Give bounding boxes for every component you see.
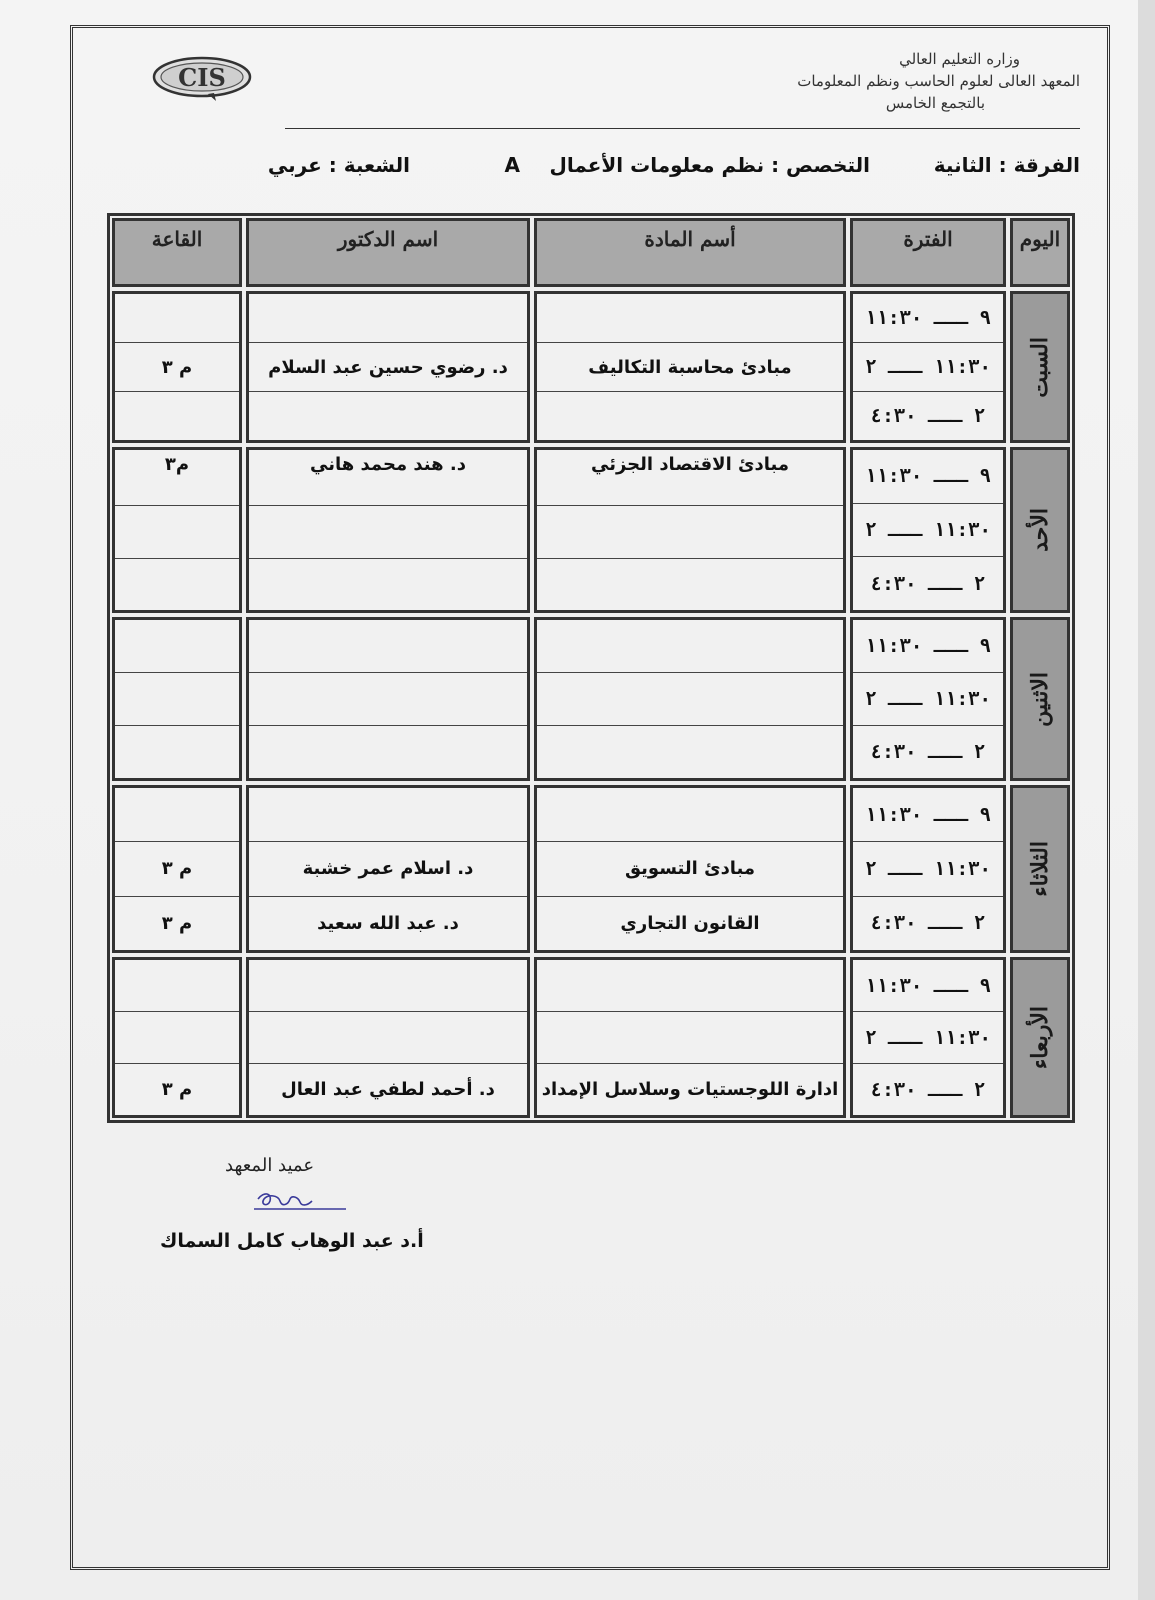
course-cell: مبادئ محاسبة التكاليف <box>537 343 843 392</box>
doctor-cell <box>249 559 527 610</box>
course-cell <box>537 559 843 610</box>
header-divider <box>285 128 1080 129</box>
courses-wednesday <box>534 957 846 1118</box>
room-cell: م ٣ <box>115 343 239 392</box>
header-room: القاعة <box>112 218 242 287</box>
course-cell <box>537 620 843 673</box>
day-saturday: السبت <box>1010 291 1070 443</box>
room-cell <box>115 726 239 778</box>
period-cell: ١١:٣٠ ـــ ٢ <box>853 343 1003 392</box>
doctor-cell: د. عبد الله سعيد <box>317 912 459 934</box>
course-cell <box>537 392 843 440</box>
rooms-monday <box>112 617 242 781</box>
branch-label: الشعبة : عربي <box>267 153 410 177</box>
course-cell: مبادئ التسويق <box>537 842 843 896</box>
header-period: الفترة <box>850 218 1006 287</box>
period-cell: ٩ ـــ ١١:٣٠ <box>853 620 1003 673</box>
doctor-cell <box>249 506 527 558</box>
day-sunday: الأحد <box>1010 447 1070 613</box>
course-cell <box>537 788 843 842</box>
doctors-sunday <box>246 447 530 613</box>
institute-location: بالتجمع الخامس <box>885 94 985 112</box>
courses-sunday <box>534 447 846 613</box>
day-wednesday: الأربعاء <box>1010 957 1070 1118</box>
header-course: أسم المادة <box>534 218 846 287</box>
period-cell: ٢ ـــ ٤:٣٠ <box>870 741 986 763</box>
signature <box>250 1185 350 1215</box>
courses-monday <box>534 617 846 781</box>
dean-name: أ.د عبد الوهاب كامل السماك <box>160 1230 424 1252</box>
period-cell: ٩ ـــ ١١:٣٠ <box>853 294 1003 343</box>
ministry-name: وزاره التعليم العالي <box>899 50 1020 68</box>
room-cell <box>115 620 239 673</box>
room-cell: م ٣ <box>161 912 193 934</box>
header-doctor: اسم الدكتور <box>246 218 530 287</box>
rooms-sunday <box>112 447 242 613</box>
year-label: الفرقة : الثانية <box>933 153 1080 177</box>
course-cell <box>537 673 843 726</box>
rooms-wednesday <box>112 957 242 1118</box>
courses-tuesday <box>534 785 846 953</box>
room-cell <box>115 294 239 343</box>
doctor-cell <box>249 788 527 842</box>
course-cell <box>537 726 843 778</box>
day-monday: الاثنين <box>1010 617 1070 781</box>
doctor-cell <box>249 392 527 440</box>
doctors-tuesday <box>246 785 530 953</box>
period-cell: ٩ ـــ ١١:٣٠ <box>853 960 1003 1012</box>
doctors-wednesday <box>246 957 530 1118</box>
periods-wednesday <box>850 957 1006 1118</box>
cis-logo <box>150 55 254 101</box>
rooms-tuesday <box>112 785 242 953</box>
doctors-saturday <box>246 291 530 443</box>
period-cell: ٩ ـــ ١١:٣٠ <box>853 788 1003 842</box>
doctor-cell <box>249 726 527 778</box>
periods-monday <box>850 617 1006 781</box>
institution-header <box>640 48 1080 114</box>
periods-sunday <box>850 447 1006 613</box>
doctor-cell <box>249 960 527 1012</box>
course-cell <box>537 1012 843 1064</box>
room-cell <box>115 788 239 842</box>
period-cell: ٢ ـــ ٤:٣٠ <box>870 1078 986 1101</box>
room-cell <box>115 392 239 440</box>
course-cell <box>537 294 843 343</box>
dean-title: عميد المعهد <box>225 1155 315 1176</box>
schedule-info <box>100 153 1080 187</box>
periods-tuesday <box>850 785 1006 953</box>
course-cell: ادارة اللوجستيات وسلاسل الإمداد <box>541 1079 839 1100</box>
doctor-cell <box>249 294 527 343</box>
section-letter: A <box>504 153 520 177</box>
room-cell <box>115 1012 239 1064</box>
header-day: اليوم <box>1010 218 1070 287</box>
period-cell: ٢ ـــ ٤:٣٠ <box>870 405 986 427</box>
room-cell <box>115 960 239 1012</box>
courses-saturday <box>534 291 846 443</box>
doctor-cell <box>249 620 527 673</box>
course-cell <box>537 506 843 558</box>
course-cell: مبادئ الاقتصاد الجزئي <box>537 450 843 506</box>
doctor-cell <box>249 673 527 726</box>
period-cell: ٩ ـــ ١١:٣٠ <box>853 450 1003 504</box>
doctor-cell: د. اسلام عمر خشبة <box>249 842 527 896</box>
period-cell: ١١:٣٠ ـــ ٢ <box>853 504 1003 558</box>
logo-text: CIS <box>178 63 226 92</box>
room-cell <box>115 673 239 726</box>
period-cell: ٢ ـــ ٤:٣٠ <box>870 912 986 935</box>
doctor-cell <box>249 1012 527 1064</box>
room-cell: م ٣ <box>161 1079 193 1100</box>
room-cell <box>115 559 239 610</box>
period-cell: ١١:٣٠ ـــ ٢ <box>853 673 1003 726</box>
day-tuesday: الثلاثاء <box>1010 785 1070 953</box>
room-cell: م ٣ <box>115 842 239 896</box>
specialization-label: التخصص : نظم معلومات الأعمال <box>549 153 870 177</box>
room-cell <box>115 506 239 558</box>
doctor-cell: د. أحمد لطفي عبد العال <box>281 1079 495 1100</box>
doctors-monday <box>246 617 530 781</box>
course-cell <box>537 960 843 1012</box>
schedule-table <box>107 213 1075 1123</box>
periods-saturday <box>850 291 1006 443</box>
doctor-cell: د. هند محمد هاني <box>249 450 527 506</box>
period-cell: ١١:٣٠ ـــ ٢ <box>853 842 1003 896</box>
institute-name: المعهد العالى لعلوم الحاسب ونظم المعلومات <box>797 72 1080 90</box>
period-cell: ١١:٣٠ ـــ ٢ <box>853 1012 1003 1064</box>
doctor-cell: د. رضوي حسين عبد السلام <box>249 343 527 392</box>
room-cell: م٣ <box>115 450 239 506</box>
period-cell: ٢ ـــ ٤:٣٠ <box>870 572 986 595</box>
rooms-saturday <box>112 291 242 443</box>
course-cell: القانون التجاري <box>620 912 760 934</box>
